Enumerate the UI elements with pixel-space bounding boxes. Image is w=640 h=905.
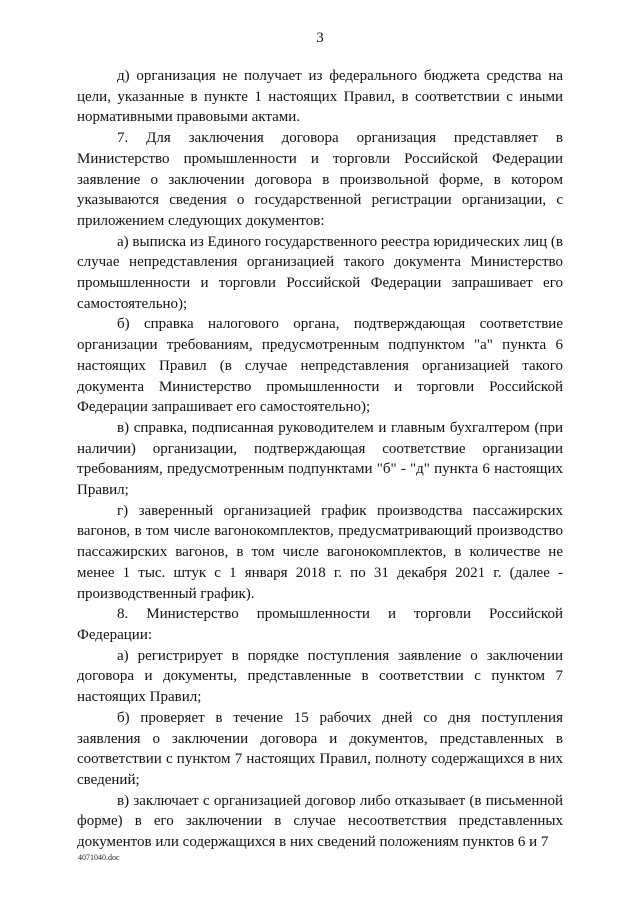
paragraph-8a: а) регистрирует в порядке поступления заявление о заключении договора и документы, представленные в соответствии с пунктом 7 настоящих Правил;: [77, 647, 563, 706]
file-reference: 4071040.doc: [78, 853, 120, 862]
paragraph-8v: в) заключает с организацией договор либо отказывает (в письменной форме) в его заключении в случае несоответствия представленных документов или содержащихся в них сведений положениям пунктов 6 и 7: [77, 792, 563, 851]
page-number: 3: [316, 30, 324, 46]
paragraph-7: 7. Для заключения договора организация представляет в Министерство промышленности и торговли Российской Федерации заявление о заключении договора в произвольной форме, в котором указываются сведения о государственной регистрации организации, с приложением следующих документов:: [77, 130, 563, 229]
paragraph-7b: б) справка налогового органа, подтверждающая соответствие организации требованиям, предусмотренным подпунктом "а" пункта 6 настоящих Правил (в случае непредставления организацией такого документа Министерство промышленности и торговли Российской Федерации запрашивает его самостоятельно);: [77, 316, 563, 416]
document-body: [77, 66, 563, 853]
paragraph-8: 8. Министерство промышленности и торговли Российской Федерации:: [77, 606, 563, 643]
paragraph-7a: а) выписка из Единого государственного реестра юридических лиц (в случае непредставления организацией такого документа Министерство промышленности и торговли Российской Федерации запрашивает его самостоятельно);: [77, 233, 563, 312]
paragraph-7v: в) справка, подписанная руководителем и главным бухгалтером (при наличии) организации, подтверждающая соответствие организации требованиям, предусмотренным подпунктами "б" - "д" пункта 6 настоящих Правил;: [77, 419, 563, 499]
paragraph-1d: д) организация не получает из федерального бюджета средства на цели, указанные в пункте 1 настоящих Правил, в соответствии с иными нормативными правовыми актами.: [77, 68, 563, 126]
paragraph-7g: г) заверенный организацией график производства пассажирских вагонов, в том числе вагонокомплектов, предусматривающий производство пассажирских вагонов, в том числе вагонокомплектов, в количестве не менее 1 тыс. штук с 1 января 2018 г. по 31 декабря 2021 г. (далее - производственный график).: [77, 502, 563, 602]
paragraph-8b: б) проверяет в течение 15 рабочих дней со дня поступления заявления о заключении договора и документов, представленных в соответствии с пунктом 7 настоящих Правил, полноту содержащихся в них сведений;: [77, 709, 563, 788]
